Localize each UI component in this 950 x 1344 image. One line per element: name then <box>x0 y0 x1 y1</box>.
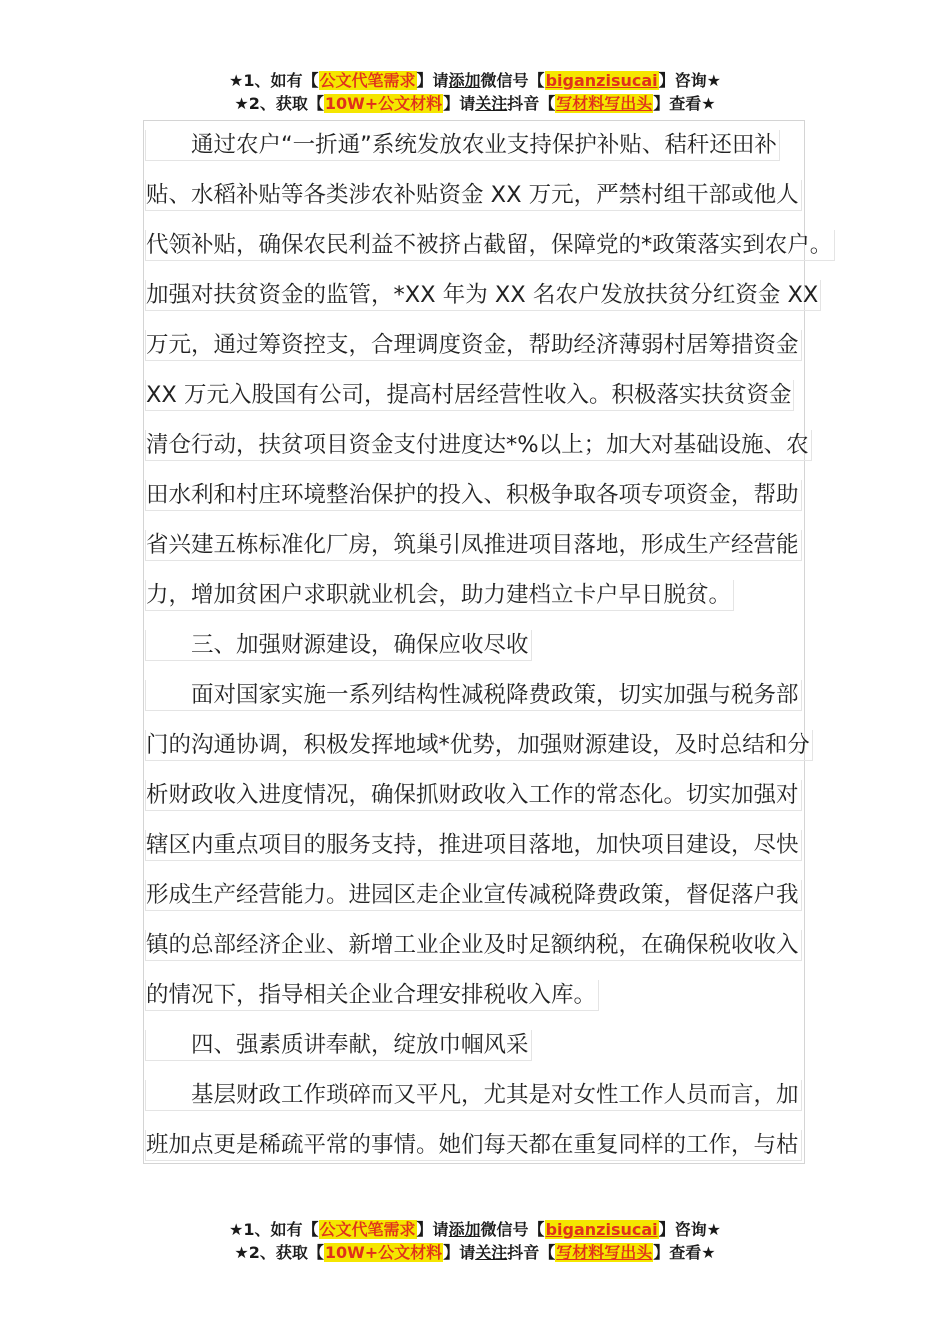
text-line: 班加点更是稀疏平常的事情。她们每天都在重复同样的工作，与枯 <box>145 1120 845 1170</box>
highlight-text: 10W+公文材料 <box>324 1243 443 1262</box>
wechat-id: biganzisucai <box>545 1220 658 1239</box>
text-line: 通过农户“一折通”系统发放农业支持保护补贴、秸秆还田补 <box>145 120 845 170</box>
banner-text: 】请 <box>416 1220 449 1239</box>
text-line: 形成生产经营能力。进园区走企业宣传减税降费政策，督促落户我 <box>145 870 845 920</box>
banner-text: 抖音【 <box>507 94 556 113</box>
text-line: 门的沟通协调，积极发挥地域*优势，加强财源建设，及时总结和分 <box>145 720 845 770</box>
highlight-text: 公文代笔需求 <box>319 1220 416 1239</box>
bottom-banner <box>0 1218 950 1264</box>
banner-text: 添加 <box>448 71 481 90</box>
text-line: 代领补贴，确保农民利益不被挤占截留，保障党的*政策落实到农户。 <box>145 220 845 270</box>
text-line: 万元，通过筹资控支，合理调度资金，帮助经济薄弱村居筹措资金 <box>145 320 845 370</box>
top-banner <box>0 69 950 115</box>
text-line: 辖区内重点项目的服务支持，推进项目落地，加快项目建设，尽快 <box>145 820 845 870</box>
banner-text: 关注 <box>475 94 508 113</box>
banner-line-1 <box>0 1218 950 1241</box>
text-line: 贴、水稻补贴等各类涉农补贴资金 XX 万元，严禁村组干部或他人 <box>145 170 845 220</box>
banner-text: 微信号【 <box>480 1220 545 1239</box>
text-line: 加强对扶贫资金的监管，*XX 年为 XX 名农户发放扶贫分红资金 XX <box>145 270 845 320</box>
text-line: 田水利和村庄环境整治保护的投入、积极争取各项专项资金，帮助 <box>145 470 845 520</box>
text-line: 清仓行动，扶贫项目资金支付进度达*%以上；加大对基础设施、农 <box>145 420 845 470</box>
douyin-id: 写材料写出头 <box>556 94 653 113</box>
banner-text: 】查看★ <box>653 94 716 113</box>
banner-text: 】请 <box>416 71 449 90</box>
banner-text: ★2、获取【 <box>234 94 324 113</box>
banner-line-2 <box>0 92 950 115</box>
document-body <box>145 120 845 1170</box>
text-line: 析财政收入进度情况，确保抓财政收入工作的常态化。切实加强对 <box>145 770 845 820</box>
section-heading: 四、强素质讲奉献，绽放巾帼风采 <box>145 1020 845 1070</box>
text-line: 的情况下，指导相关企业合理安排税收入库。 <box>145 970 845 1020</box>
banner-text: 】查看★ <box>653 1243 716 1262</box>
banner-text: ★2、获取【 <box>234 1243 324 1262</box>
douyin-id: 写材料写出头 <box>556 1243 653 1262</box>
banner-text: 】咨询★ <box>658 71 721 90</box>
text-line: 基层财政工作琐碎而又平凡，尤其是对女性工作人员而言，加 <box>145 1070 845 1120</box>
banner-text: ★1、如有【 <box>229 71 319 90</box>
banner-text: 抖音【 <box>507 1243 556 1262</box>
banner-text: 】请 <box>443 94 476 113</box>
banner-text: 】咨询★ <box>658 1220 721 1239</box>
text-line: 镇的总部经济企业、新增工业企业及时足额纳税，在确保税收收入 <box>145 920 845 970</box>
banner-line-2 <box>0 1241 950 1264</box>
text-line: 面对国家实施一系列结构性减税降费政策，切实加强与税务部 <box>145 670 845 720</box>
wechat-id: biganzisucai <box>545 71 658 90</box>
section-heading: 三、加强财源建设，确保应收尽收 <box>145 620 845 670</box>
text-line: 省兴建五栋标准化厂房，筑巢引凤推进项目落地，形成生产经营能 <box>145 520 845 570</box>
text-line: XX 万元入股国有公司，提高村居经营性收入。积极落实扶贫资金 <box>145 370 845 420</box>
banner-text: 】请 <box>443 1243 476 1262</box>
highlight-text: 10W+公文材料 <box>324 94 443 113</box>
text-line: 力，增加贫困户求职就业机会，助力建档立卡户早日脱贫。 <box>145 570 845 620</box>
banner-text: ★1、如有【 <box>229 1220 319 1239</box>
banner-text: 关注 <box>475 1243 508 1262</box>
highlight-text: 公文代笔需求 <box>319 71 416 90</box>
banner-text: 微信号【 <box>480 71 545 90</box>
banner-text: 添加 <box>448 1220 481 1239</box>
banner-line-1 <box>0 69 950 92</box>
